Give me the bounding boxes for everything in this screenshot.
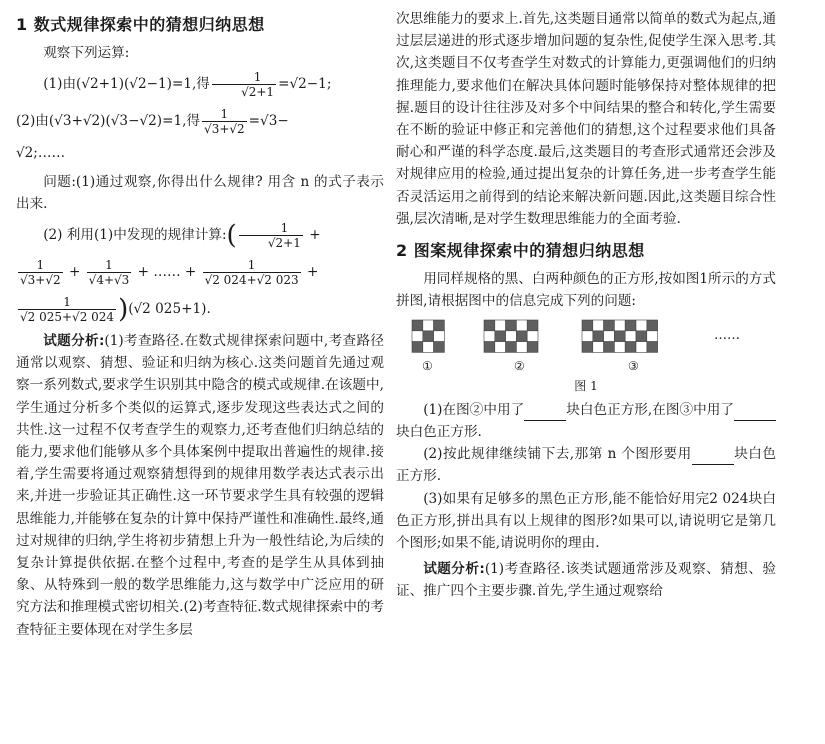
black-square [527,341,538,352]
black-square [614,330,625,341]
black-square [506,320,517,331]
eq2-prefix: (2)由(√3+√2)(√3−√2)=1,得 [16,113,201,130]
analysis-text: (1)考查路径.在数式规律探索问题中,考查路径通常以观察、猜想、验证和归纳为核心.这类问题首先通过观察一系列数式,要求学生识别其中隐含的模式或规律.在该题中,学生通过分析多个类似的运算式,逐步发现这些表达式之间的共性.这一过程不仅考查学生的观察力,还考查他们归纳总结的能力,要求他们能够从多个具体案例中提取出普遍性的规律.接着,学生需要将通过观察猜想得到的规律用数学表达式表示出来,并进一步验证其正确性.这一环节要求学生具有较强的逻辑思维能力,并能够在复杂的计算中保持严谨性和准确性.最终,通过对规律的归纳,学生将初步猜想上升为一般性结论,为后续的复杂计算提供依据.在整个过程中,考查的是学生从具体到抽象、从特殊到一般的数学思维能力,这与数学中广泛应用的研究方法和推理模式密切相关.(2)考查特征.数式规律探索中的考查特征主要体现在对学生多层 [16,333,384,638]
question-1-right [396,399,776,443]
black-square [647,341,658,352]
analysis-paragraph-2 [396,558,776,602]
pattern-3 [582,320,658,352]
question-1: 问题:(1)通过观察,你得出什么规律? 用含 n 的式子表示出来. [16,173,384,212]
figure-label-2: ② [514,358,525,373]
q1-part-b: 块白色正方形,在图③中用了 [566,401,734,418]
q1-part-a: (1)在图②中用了 [423,401,525,418]
eq1-den: √2+1 [241,85,275,100]
white-square [516,320,527,331]
analysis-label: 试题分析: [43,333,105,350]
frac2-num: 1 [18,258,63,273]
white-square [516,341,527,352]
white-square [412,330,423,341]
eq1-num: 1 [212,70,276,85]
intro-text: 观察下列运算: [43,45,130,62]
white-square [636,320,647,331]
equation-2-tail: √2;…… [16,145,66,162]
q2-dots: …… [153,264,181,281]
white-square [647,330,658,341]
white-square [614,341,625,352]
white-square [495,341,506,352]
answer-blank-1[interactable] [524,406,566,421]
black-square [604,320,615,331]
equation-2 [16,107,384,136]
q2-part-a: (2)按此规律继续铺下去,那第 n 个图形要用 [423,446,692,463]
q2-fraction-3 [87,258,132,287]
q2-fraction-4 [203,258,301,287]
black-square [527,320,538,331]
figure-label-1: ① [422,358,433,373]
q2-fraction-5 [18,295,116,324]
black-square [434,341,445,352]
white-square [625,330,636,341]
equation-1 [16,70,384,99]
white-square [495,320,506,331]
figure-label-3: ③ [628,358,639,373]
eq1-fraction [212,70,276,99]
eq2-den: √3+√2 [204,122,245,137]
white-square [484,330,495,341]
white-square [604,330,615,341]
frac1-num: 1 [239,221,303,236]
question-2-line-2: $\frac{1}{√3+√2}$ + $\frac{1}{√4+√3}$ + …… + $\frac{1}{√2 024+√2 023}$ + [20,258,319,288]
pattern-1 [412,320,444,352]
frac5-num: 1 [18,295,116,310]
continued-analysis: 次思维能力的要求上.首先,这类题目通常以简单的数式为起点,通过层层递进的形式逐步增加问题的复杂性,促使学生深入思考.其次,这类题目不仅考查学生对数式的计算能力,更强调他们的归纳推理能力,要求他们在解决具体问题时能够保持对整体规律的把握.题目的设计往往涉及对多个中间结果的整合和转化,学生需要在不断的验证中修正和完善他们的猜想,这个过程要求他们具备耐心和严谨的科学态度.最后,这类题目的考查形式通常还会涉及对规律应用的检验,通过提出复杂的计算任务,进一步考查学生能否灵活运用之前得到的结论来解决新问题.因此,这类题目综合性强,层次清晰,是对学生数理思维能力的全面考验. [396,11,776,227]
close-paren-glyph: ) [118,294,129,325]
frac3-den: √4+√3 [88,273,130,288]
section-heading-1: 1 数式规律探索中的猜想归纳思想 [16,15,265,34]
frac1-den: √2+1 [267,236,301,251]
black-square [593,330,604,341]
black-square [582,320,593,331]
black-square [647,320,658,331]
q2-fraction-2 [18,258,63,287]
black-square [636,330,647,341]
q1-part-c: 块白色正方形. [396,424,482,441]
eq1-suffix: =√2−1; [278,76,332,93]
frac5-den: √2 025+√2 024 [20,310,115,325]
analysis-paragraph-1 [16,330,384,641]
black-square [582,341,593,352]
white-square [434,330,445,341]
black-square [434,320,445,331]
question-3-right: (3)如果有足够多的黑色正方形,能不能恰好用完2 024块白色正方形,拼出具有以上规律的图形?如果可以,请说明它是第几个图形;如果不能,请说明你的理由. [396,490,776,552]
eq1-prefix: (1)由(√2+1)(√2−1)=1,得 [43,76,210,93]
black-square [484,320,495,331]
white-square [636,341,647,352]
white-square [423,341,434,352]
frac4-den: √2 024+√2 023 [204,273,299,288]
open-paren-glyph: ( [226,220,237,251]
eq2-fraction [202,107,247,136]
black-square [423,330,434,341]
eq2-num: 1 [202,107,247,122]
black-square [516,330,527,341]
frac3-num: 1 [87,258,132,273]
answer-blank-2[interactable] [734,406,776,421]
question-2-right [396,443,776,487]
figure-1 [396,317,776,373]
question-2-line-3 [16,295,384,324]
black-square [412,320,423,331]
frac2-den: √3+√2 [20,273,61,288]
white-square [593,341,604,352]
white-square [582,330,593,341]
white-square [593,320,604,331]
figure-continuation: …… [714,327,740,343]
section-heading-2: 2 图案规律探索中的猜想归纳思想 [396,241,645,261]
white-square [506,330,517,341]
black-square [484,341,495,352]
black-square [625,320,636,331]
q2-fraction-1 [239,221,303,250]
q2-prefix: (2) 利用(1)中发现的规律计算: [43,227,227,244]
pattern-2 [484,320,538,352]
analysis-text-2: (1)考查路径.该类试题通常涉及观察、猜想、验证、推广四个主要步骤.首先,学生通过观察给 [396,561,776,600]
question-2-line-1: (2) 利用(1)中发现的规律计算:( $\frac{1}{√2+1}$ + [43,220,321,251]
analysis-label-2: 试题分析: [423,561,485,578]
black-square [412,341,423,352]
white-square [423,320,434,331]
black-square [495,330,506,341]
answer-blank-3[interactable] [692,450,734,465]
black-square [506,341,517,352]
figure-caption: 图 1 [574,378,598,393]
q2-suffix: (√2 025+1). [128,301,211,318]
q2-part-b: 块白色正方形. [396,446,776,485]
left-column [16,0,384,641]
black-square [604,341,615,352]
black-square [625,341,636,352]
white-square [614,320,625,331]
white-square [527,330,538,341]
figure-intro: 用同样规格的黑、白两种颜色的正方形,按如图1所示的方式拼图,请根据图中的信息完成下列的问题: [396,271,776,310]
eq2-suffix: =√3− [248,113,289,130]
frac4-num: 1 [203,258,301,273]
right-column [396,0,776,603]
